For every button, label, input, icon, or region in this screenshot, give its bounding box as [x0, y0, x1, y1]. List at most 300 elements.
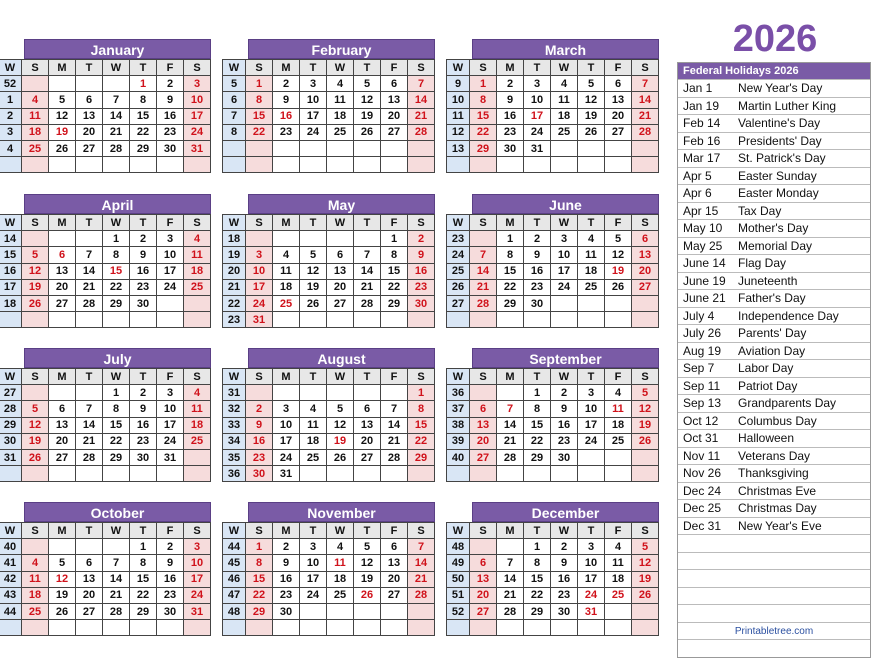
- day-cell: 31: [578, 603, 605, 619]
- weekday-header: S: [470, 60, 497, 76]
- holiday-row: [678, 237, 870, 255]
- week-number: 46: [223, 571, 246, 587]
- holiday-name: Grandparents Day: [738, 396, 837, 410]
- day-cell: 16: [408, 263, 435, 279]
- day-cell: 7: [408, 76, 435, 92]
- holiday-name: Columbus Day: [738, 413, 817, 428]
- month-title: November: [248, 502, 435, 522]
- day-cell: 7: [76, 401, 103, 417]
- day-cell: [246, 231, 273, 247]
- month-title: June: [472, 194, 659, 214]
- week-row: [447, 92, 659, 108]
- week-header: W: [0, 60, 22, 76]
- day-cell: [632, 449, 659, 465]
- day-cell: [605, 295, 632, 311]
- day-cell: 15: [524, 417, 551, 433]
- holiday-name: Memorial Day: [738, 238, 813, 253]
- day-cell: 10: [551, 247, 578, 263]
- week-number: [223, 157, 246, 173]
- day-cell: 26: [22, 449, 49, 465]
- week-header: W: [447, 60, 470, 76]
- day-cell: [632, 312, 659, 328]
- holiday-row: [678, 324, 870, 342]
- week-row: [223, 312, 435, 328]
- week-row: [447, 433, 659, 449]
- day-cell: [76, 466, 103, 482]
- holiday-name: Independence Day: [738, 308, 839, 323]
- holiday-name: Flag Day: [738, 256, 787, 270]
- day-cell: 13: [327, 263, 354, 279]
- day-cell: [578, 295, 605, 311]
- day-cell: [22, 385, 49, 401]
- week-header: W: [0, 215, 22, 231]
- day-cell: 30: [246, 466, 273, 482]
- holiday-name: [738, 553, 870, 570]
- week-number: 52: [0, 76, 22, 92]
- day-cell: 6: [381, 76, 408, 92]
- holiday-name: [738, 570, 870, 587]
- day-cell: 16: [551, 571, 578, 587]
- day-cell: [470, 539, 497, 555]
- month-10: [222, 502, 435, 636]
- weekday-header: T: [354, 369, 381, 385]
- day-cell: 22: [246, 587, 273, 603]
- day-cell: 16: [551, 417, 578, 433]
- day-cell: 1: [381, 231, 408, 247]
- weekday-header: M: [497, 60, 524, 76]
- week-number: 7: [223, 108, 246, 124]
- day-cell: [605, 312, 632, 328]
- holidays-panel: [677, 62, 871, 658]
- weekday-header: T: [130, 369, 157, 385]
- holiday-date: Oct 12: [683, 413, 719, 428]
- day-cell: 5: [578, 76, 605, 92]
- day-cell: 22: [524, 433, 551, 449]
- day-cell: 7: [632, 76, 659, 92]
- day-cell: 5: [354, 76, 381, 92]
- day-cell: [103, 76, 130, 92]
- week-number: 42: [0, 571, 22, 587]
- month-11: [446, 502, 659, 636]
- month-table: [222, 522, 435, 636]
- day-cell: 6: [76, 92, 103, 108]
- weekday-header: M: [273, 523, 300, 539]
- day-cell: [157, 312, 184, 328]
- day-cell: 21: [76, 433, 103, 449]
- day-cell: 21: [470, 279, 497, 295]
- day-cell: 27: [605, 124, 632, 140]
- day-cell: 26: [632, 587, 659, 603]
- day-cell: 4: [184, 231, 211, 247]
- day-cell: 29: [524, 449, 551, 465]
- day-cell: 15: [130, 108, 157, 124]
- day-cell: [497, 385, 524, 401]
- week-row: [223, 620, 435, 636]
- week-row: [223, 279, 435, 295]
- month-9: [0, 502, 211, 636]
- day-cell: 5: [327, 401, 354, 417]
- week-number: 39: [447, 433, 470, 449]
- day-cell: 22: [470, 124, 497, 140]
- day-cell: [524, 312, 551, 328]
- day-cell: [22, 76, 49, 92]
- day-cell: 17: [157, 417, 184, 433]
- day-cell: [470, 466, 497, 482]
- day-cell: [605, 466, 632, 482]
- holiday-row: [678, 447, 870, 465]
- day-cell: 1: [497, 231, 524, 247]
- day-cell: 3: [524, 76, 551, 92]
- week-row: [447, 124, 659, 140]
- week-row: [0, 433, 211, 449]
- week-number: 20: [223, 263, 246, 279]
- day-cell: 8: [381, 247, 408, 263]
- day-cell: [103, 312, 130, 328]
- day-cell: 6: [49, 401, 76, 417]
- week-row: [0, 571, 211, 587]
- holiday-date: Nov 26: [683, 466, 722, 480]
- day-cell: [578, 620, 605, 636]
- day-cell: 1: [103, 385, 130, 401]
- day-cell: [605, 449, 632, 465]
- holiday-date: Sep 13: [683, 396, 722, 410]
- day-cell: 28: [497, 603, 524, 619]
- weekday-header: T: [300, 60, 327, 76]
- day-cell: 10: [578, 401, 605, 417]
- weekday-header: W: [551, 215, 578, 231]
- week-number: 13: [447, 140, 470, 156]
- holiday-row: [678, 499, 870, 517]
- day-cell: [300, 157, 327, 173]
- month-8: [446, 348, 659, 482]
- weekday-header: S: [184, 369, 211, 385]
- week-number: 40: [0, 539, 22, 555]
- day-cell: [408, 312, 435, 328]
- day-cell: 18: [327, 108, 354, 124]
- holiday-date: Apr 6: [683, 186, 712, 200]
- weekday-header: M: [273, 215, 300, 231]
- day-cell: 23: [246, 449, 273, 465]
- day-cell: 2: [497, 76, 524, 92]
- day-cell: [327, 231, 354, 247]
- day-cell: 23: [130, 279, 157, 295]
- holiday-date: Nov 11: [683, 448, 721, 463]
- day-cell: [354, 603, 381, 619]
- day-cell: [273, 157, 300, 173]
- day-cell: 5: [49, 92, 76, 108]
- week-number: [447, 312, 470, 328]
- day-cell: 5: [22, 247, 49, 263]
- day-cell: 25: [327, 124, 354, 140]
- holiday-name: Easter Sunday: [738, 168, 817, 183]
- weekday-header: T: [578, 523, 605, 539]
- day-cell: 1: [470, 76, 497, 92]
- week-number: 35: [223, 449, 246, 465]
- weekday-header: T: [578, 369, 605, 385]
- day-cell: 30: [273, 603, 300, 619]
- day-cell: 5: [300, 247, 327, 263]
- day-cell: 16: [130, 417, 157, 433]
- week-row: [447, 385, 659, 401]
- weekday-header: T: [76, 215, 103, 231]
- day-cell: 27: [354, 449, 381, 465]
- day-cell: [632, 466, 659, 482]
- day-cell: 12: [578, 92, 605, 108]
- day-cell: [300, 312, 327, 328]
- day-cell: [22, 466, 49, 482]
- weekday-header: S: [22, 523, 49, 539]
- day-cell: 6: [76, 555, 103, 571]
- weekday-header: S: [408, 215, 435, 231]
- day-cell: 15: [246, 571, 273, 587]
- day-cell: 19: [605, 263, 632, 279]
- holiday-row: [678, 412, 870, 430]
- holiday-name: Parents' Day: [738, 326, 807, 340]
- week-row: [0, 157, 211, 173]
- day-cell: [408, 157, 435, 173]
- weekday-header: S: [408, 369, 435, 385]
- day-cell: [273, 231, 300, 247]
- day-cell: 2: [551, 539, 578, 555]
- day-cell: 28: [103, 140, 130, 156]
- day-cell: 9: [408, 247, 435, 263]
- day-cell: 8: [130, 92, 157, 108]
- week-number: 24: [447, 247, 470, 263]
- day-cell: [76, 76, 103, 92]
- day-cell: 24: [157, 279, 184, 295]
- week-number: 31: [0, 449, 22, 465]
- week-row: [447, 417, 659, 433]
- day-cell: 8: [524, 401, 551, 417]
- week-number: [447, 157, 470, 173]
- day-cell: 3: [157, 385, 184, 401]
- week-row: [0, 401, 211, 417]
- day-cell: [76, 231, 103, 247]
- weekday-header: T: [524, 215, 551, 231]
- day-cell: 20: [49, 279, 76, 295]
- holiday-name: Tax Day: [738, 203, 782, 218]
- day-cell: 9: [524, 247, 551, 263]
- day-cell: [497, 539, 524, 555]
- day-cell: [76, 312, 103, 328]
- day-cell: 7: [497, 401, 524, 417]
- holiday-name: Thanksgiving: [738, 466, 809, 480]
- week-row: [223, 124, 435, 140]
- weekday-header: T: [300, 215, 327, 231]
- day-cell: 14: [103, 108, 130, 124]
- day-cell: 28: [76, 295, 103, 311]
- day-cell: 23: [551, 587, 578, 603]
- week-row: [0, 247, 211, 263]
- day-cell: 12: [49, 571, 76, 587]
- day-cell: [605, 620, 632, 636]
- day-cell: 10: [578, 555, 605, 571]
- day-cell: [76, 157, 103, 173]
- day-cell: 22: [524, 587, 551, 603]
- month-6: [0, 348, 211, 482]
- holiday-row: [678, 359, 870, 377]
- holiday-row: [678, 307, 870, 325]
- day-cell: 4: [300, 401, 327, 417]
- month-5: [446, 194, 659, 328]
- day-cell: 24: [578, 433, 605, 449]
- holiday-date: Mar 17: [683, 151, 721, 165]
- day-cell: [103, 539, 130, 555]
- week-number: 38: [447, 417, 470, 433]
- day-cell: 20: [605, 108, 632, 124]
- day-cell: 3: [578, 385, 605, 401]
- day-cell: 24: [300, 124, 327, 140]
- holiday-name: New Year's Eve: [738, 518, 822, 533]
- day-cell: [49, 157, 76, 173]
- day-cell: 3: [157, 231, 184, 247]
- week-row: [447, 247, 659, 263]
- week-number: 18: [0, 295, 22, 311]
- day-cell: 29: [524, 603, 551, 619]
- week-header: W: [223, 215, 246, 231]
- week-number: 33: [223, 417, 246, 433]
- day-cell: [632, 140, 659, 156]
- day-cell: 12: [327, 417, 354, 433]
- day-cell: 5: [632, 539, 659, 555]
- day-cell: 20: [354, 433, 381, 449]
- holiday-name: Juneteenth: [738, 273, 798, 288]
- day-cell: 10: [300, 555, 327, 571]
- day-cell: 17: [157, 263, 184, 279]
- day-cell: 26: [354, 587, 381, 603]
- month-title: January: [24, 39, 211, 59]
- day-cell: 19: [354, 571, 381, 587]
- holiday-name: Veterans Day: [738, 448, 811, 463]
- week-row: [447, 620, 659, 636]
- day-cell: [497, 312, 524, 328]
- day-cell: 30: [157, 140, 184, 156]
- day-cell: 8: [246, 555, 273, 571]
- weekday-header: S: [470, 523, 497, 539]
- day-cell: 20: [470, 433, 497, 449]
- day-cell: 5: [49, 555, 76, 571]
- weekday-header: T: [76, 523, 103, 539]
- day-cell: 22: [103, 433, 130, 449]
- weekday-header: W: [103, 523, 130, 539]
- holiday-date: [678, 605, 738, 622]
- week-row: [223, 157, 435, 173]
- day-cell: 11: [327, 555, 354, 571]
- weekday-header: S: [632, 215, 659, 231]
- day-cell: 27: [470, 449, 497, 465]
- day-cell: 29: [470, 140, 497, 156]
- weekday-header: W: [551, 523, 578, 539]
- week-row: [223, 140, 435, 156]
- weekday-header: S: [632, 523, 659, 539]
- day-cell: [408, 466, 435, 482]
- week-row: [447, 295, 659, 311]
- day-cell: [408, 603, 435, 619]
- week-number: 50: [447, 571, 470, 587]
- day-cell: 8: [497, 247, 524, 263]
- day-cell: 4: [273, 247, 300, 263]
- day-cell: 18: [22, 587, 49, 603]
- day-cell: 17: [273, 433, 300, 449]
- holiday-name: St. Patrick's Day: [738, 151, 826, 165]
- week-header: W: [0, 523, 22, 539]
- week-number: 23: [223, 312, 246, 328]
- week-row: [0, 449, 211, 465]
- day-cell: 12: [605, 247, 632, 263]
- weekday-header: F: [605, 215, 632, 231]
- week-row: [223, 571, 435, 587]
- weekday-header: M: [497, 523, 524, 539]
- day-cell: 17: [184, 108, 211, 124]
- holiday-date: Aug 19: [683, 343, 722, 358]
- weekday-header: T: [354, 60, 381, 76]
- day-cell: 23: [497, 124, 524, 140]
- day-cell: 30: [130, 295, 157, 311]
- week-row: [223, 385, 435, 401]
- day-cell: [184, 466, 211, 482]
- day-cell: 19: [632, 417, 659, 433]
- day-cell: 9: [246, 417, 273, 433]
- day-cell: [551, 312, 578, 328]
- day-cell: 12: [632, 555, 659, 571]
- week-number: [447, 466, 470, 482]
- weekday-header: S: [470, 215, 497, 231]
- holiday-name: Father's Day: [738, 291, 806, 305]
- day-cell: 7: [103, 92, 130, 108]
- day-cell: 30: [551, 603, 578, 619]
- day-cell: 15: [524, 571, 551, 587]
- day-cell: 17: [300, 108, 327, 124]
- holiday-date: Feb 14: [683, 116, 721, 130]
- weekday-header: F: [381, 369, 408, 385]
- day-cell: 2: [273, 539, 300, 555]
- day-cell: 5: [632, 385, 659, 401]
- day-cell: 29: [103, 449, 130, 465]
- day-cell: 14: [632, 92, 659, 108]
- holiday-date: Jan 1: [683, 81, 713, 95]
- day-cell: 16: [157, 571, 184, 587]
- day-cell: [551, 157, 578, 173]
- month-table: [0, 368, 211, 482]
- weekday-header: M: [497, 215, 524, 231]
- week-row: [0, 108, 211, 124]
- day-cell: 1: [246, 76, 273, 92]
- week-row: [447, 263, 659, 279]
- holiday-name: [738, 640, 870, 657]
- day-cell: [354, 312, 381, 328]
- holiday-row: [678, 429, 870, 447]
- week-number: 3: [0, 124, 22, 140]
- weekday-header: T: [524, 523, 551, 539]
- month-table: [0, 59, 211, 173]
- week-number: 49: [447, 555, 470, 571]
- week-number: 9: [447, 76, 470, 92]
- day-cell: 28: [103, 603, 130, 619]
- week-row: [223, 231, 435, 247]
- day-cell: 14: [497, 417, 524, 433]
- day-cell: 25: [605, 433, 632, 449]
- day-cell: [103, 466, 130, 482]
- day-cell: 12: [22, 417, 49, 433]
- week-number: 45: [223, 555, 246, 571]
- weekday-header: S: [246, 215, 273, 231]
- day-cell: [327, 603, 354, 619]
- day-cell: 13: [49, 417, 76, 433]
- day-cell: [551, 620, 578, 636]
- week-row: [0, 279, 211, 295]
- footer-link[interactable]: Printabletree.com: [734, 626, 814, 637]
- month-3: [0, 194, 211, 328]
